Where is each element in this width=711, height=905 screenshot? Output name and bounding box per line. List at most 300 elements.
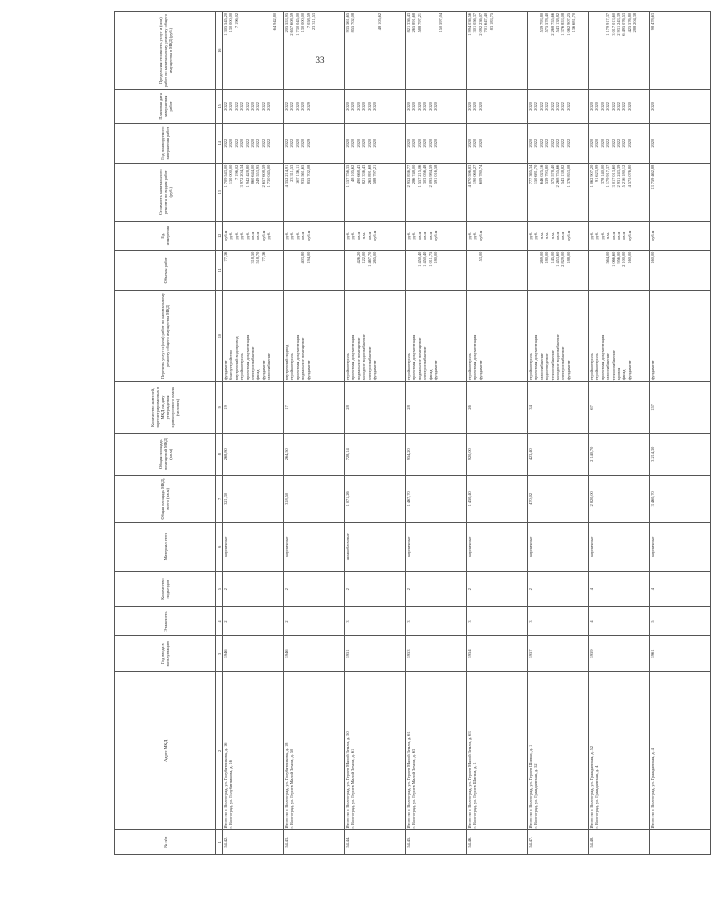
cost-value: 1 942 428,80 xyxy=(244,164,250,188)
area-total-cell-text: 318,50 xyxy=(284,492,289,505)
row-number-text: 54.46. xyxy=(467,836,472,848)
works-cell xyxy=(406,290,467,381)
limit-value: 2 268 755,66 xyxy=(549,13,555,36)
residents-cell xyxy=(528,382,589,433)
work-item: фундамент xyxy=(626,360,632,381)
area-rooms-cell-text: 954,20 xyxy=(406,448,411,461)
area-rooms-cell-text: 2 140,70 xyxy=(589,446,594,462)
work-item: внутренний подвод xyxy=(284,344,289,381)
area-rooms-cell xyxy=(406,433,467,475)
volume-value: 194,00 xyxy=(305,251,311,264)
unit-value: кв.м xyxy=(355,231,361,240)
work-item: проектная документация xyxy=(350,334,356,381)
years-cell xyxy=(284,123,345,163)
limit-total-value: 48 105,62 xyxy=(377,13,383,31)
year-value: 2020 xyxy=(416,138,422,148)
years-cell xyxy=(223,123,284,163)
cost-value: 167 136,11 xyxy=(294,164,300,184)
unit-value: руб. xyxy=(589,232,594,240)
column-number: 16 xyxy=(216,12,223,90)
unit-value: п.м. xyxy=(361,232,367,240)
limit-value: 1 179 917,37 xyxy=(605,13,611,36)
unit-value: руб. xyxy=(233,232,239,240)
work-item: теплоснабжение xyxy=(549,350,555,381)
cost-value: 855 702,08 xyxy=(305,164,311,185)
date-value: 2020 xyxy=(300,102,306,111)
date-value: 2020 xyxy=(406,102,411,111)
entrances-cell-text: 2 xyxy=(284,588,289,591)
column-header: № п/п xyxy=(115,830,216,855)
date-value: 2022 xyxy=(239,102,245,111)
year-value: 2020 xyxy=(366,138,372,148)
work-item: стройконтроль xyxy=(528,353,533,381)
unit-value: руб. xyxy=(266,232,272,240)
unit-value: кв.м xyxy=(255,231,261,240)
year-value: 2020 xyxy=(350,138,356,148)
limit-total-value: 23 311,53 xyxy=(310,13,316,31)
date-value: 2022 xyxy=(554,102,560,111)
years-cell xyxy=(589,123,650,163)
work-item: благоустройство xyxy=(228,349,234,381)
dates-cell xyxy=(589,90,650,123)
dates-cell xyxy=(345,90,406,123)
work-item: холодное водоснабжение xyxy=(361,334,367,381)
entrances-cell xyxy=(528,571,589,607)
cost-value: 3 972 204,34 xyxy=(239,164,245,188)
year-cell-text: 1959 xyxy=(589,649,594,659)
column-header: Год ввода в эксплуатацию xyxy=(115,636,216,672)
volume-value: 956,00 xyxy=(615,251,621,264)
floors-cell xyxy=(223,607,284,636)
row-number-text: 54.43. xyxy=(284,836,289,848)
area-total-cell-text: 1 450,40 xyxy=(467,491,472,507)
address-text xyxy=(655,673,660,828)
date-value: 2022 xyxy=(565,102,571,111)
address-cell xyxy=(650,672,711,830)
cost-value: 539 793,80 xyxy=(544,164,550,185)
address-text: г. Волгоград, ул. Гражданская, д. 52 xyxy=(533,763,539,829)
unit-value: п.м. xyxy=(544,232,550,240)
unit-value: куб.м xyxy=(477,230,483,241)
cost-value: 7 196,02 xyxy=(233,164,239,180)
floors-cell-text: 3 xyxy=(528,620,533,623)
unit-value: руб. xyxy=(411,232,417,240)
date-value: 2022 xyxy=(544,102,550,111)
year-cell xyxy=(528,636,589,672)
date-value: 2020 xyxy=(416,102,422,111)
volume-value: 1 450,40 xyxy=(416,251,422,267)
work-item: подвальное помещение xyxy=(355,337,361,381)
limit-value: 539 793,80 xyxy=(538,13,544,33)
volume-value: 1 467,70 xyxy=(366,251,372,267)
work-item: стройконтроль xyxy=(467,353,472,381)
volume-value: 145,00 xyxy=(549,251,555,264)
unit-value: п.м. xyxy=(549,232,555,240)
limit-value: 7 196,02 xyxy=(233,13,239,29)
volumes-cell xyxy=(284,250,345,290)
area-total-cell xyxy=(345,475,406,522)
cost-value: 286 748,00 xyxy=(411,164,417,185)
cost-value: 150 681,70 xyxy=(533,164,539,185)
limit-value: 588 797,21 xyxy=(416,13,422,33)
row-number-text: 54.45. xyxy=(406,836,411,848)
limits-cell xyxy=(223,12,284,90)
area-rooms-cell-text: 264,50 xyxy=(284,448,289,461)
column-header: Общая площадь помещений МКД (кв.м) xyxy=(115,433,216,475)
units-cell xyxy=(528,221,589,250)
work-item: фундамент xyxy=(650,360,655,381)
date-value: 2020 xyxy=(528,102,533,111)
work-item: электроснабжение xyxy=(366,346,372,381)
year-value: 2020 xyxy=(599,138,605,148)
material-cell xyxy=(406,522,467,571)
years-cell xyxy=(467,123,528,163)
year-value: 2022 xyxy=(255,138,261,148)
capital-repair-table xyxy=(114,11,711,855)
work-item: стройконтроль xyxy=(345,353,350,381)
column-header: Объемы работ xyxy=(115,250,216,290)
residents-cell xyxy=(406,382,467,433)
cost-value: 249 553,95 xyxy=(255,164,261,185)
date-value: 2022 xyxy=(605,102,611,111)
entrances-cell-text: 2 xyxy=(223,588,228,591)
cost-value: 591 016,58 xyxy=(432,164,438,185)
date-value: 2020 xyxy=(467,102,472,111)
work-item: проектная документация xyxy=(411,334,417,381)
works-cell xyxy=(345,290,406,381)
material-cell-text: кирпичные xyxy=(284,536,289,557)
work-item: фасад xyxy=(427,369,433,381)
unit-value: руб. xyxy=(289,232,295,240)
cost-value: 2 095 984,59 xyxy=(427,164,433,188)
column-header: Этажность xyxy=(115,607,216,636)
limits-cell xyxy=(650,12,711,90)
unit-value: п.м. xyxy=(605,232,611,240)
area-rooms-cell xyxy=(223,433,284,475)
cost-value: 1 376 853,08 xyxy=(565,164,571,188)
unit-value: руб. xyxy=(528,232,533,240)
volumes-cell xyxy=(589,250,650,290)
address-text: г. Волгоград, ул. Голубятникова, д. 16 xyxy=(228,760,234,829)
unit-value: кв.м xyxy=(427,231,433,240)
floors-cell xyxy=(650,607,711,636)
column-header: Адрес МКД xyxy=(115,672,216,830)
date-value: 2020 xyxy=(266,102,272,111)
address-total-text: Итого по г. Волгоград, ул. Героев Малой Земли, д. 61 xyxy=(406,731,411,829)
date-value: 2020 xyxy=(350,102,356,111)
limit-total-value: 64 942,80 xyxy=(271,13,277,31)
table-row xyxy=(406,12,467,855)
year-cell-text: 1946 xyxy=(223,649,228,659)
volume-value: 2 100,00 xyxy=(621,251,627,267)
area-total-cell xyxy=(284,475,345,522)
row-number xyxy=(406,830,467,855)
work-item: проектная документация xyxy=(244,334,250,381)
year-cell xyxy=(284,636,345,672)
volumes-cell xyxy=(406,250,467,290)
work-item: водоотведение xyxy=(544,353,550,381)
year-cell xyxy=(589,636,650,672)
volume-value: 1 066,60 xyxy=(610,251,616,267)
unit-value: куб.м xyxy=(565,230,571,241)
year-value: 2022 xyxy=(610,138,616,148)
address-cell xyxy=(284,672,345,830)
entrances-cell-text: 2 xyxy=(406,588,411,591)
table-row xyxy=(345,12,406,855)
limit-value: 1 730 045,00 xyxy=(294,13,300,36)
units-cell xyxy=(284,221,345,250)
material-cell xyxy=(345,522,406,571)
area-rooms-cell-text: 728,14 xyxy=(345,448,350,461)
units-cell xyxy=(650,221,711,250)
address-text: г. Волгоград, ул. Гражданская, д. 4 xyxy=(594,765,600,829)
column-header: Год планируемого завершения работ xyxy=(115,123,216,163)
year-value: 2020 xyxy=(477,138,483,148)
work-item: фундамент xyxy=(371,360,377,381)
year-cell-text: 1946 xyxy=(284,649,289,659)
work-item: стройконтроль xyxy=(594,353,600,381)
cost-value: 490 668,43 xyxy=(355,164,361,185)
volume-value: 265,00 xyxy=(371,251,377,264)
address-cell xyxy=(467,672,528,830)
unit-value: руб. xyxy=(239,232,245,240)
column-header: Перечень услуг и (или) работ по капитальному ремонту общего имущества МКД xyxy=(115,290,216,381)
floors-cell xyxy=(284,607,345,636)
rotated-table-page xyxy=(114,11,655,855)
work-item: стройконтроль xyxy=(589,353,594,381)
column-number: 11 xyxy=(216,250,223,290)
work-item: фундамент xyxy=(432,360,438,381)
cost-value: 588 797,21 xyxy=(371,164,377,185)
limits-cell xyxy=(345,12,406,90)
limit-value: 575 578,40 xyxy=(544,13,550,33)
limits-cell xyxy=(467,12,528,90)
column-header: Количество жителей, зарегистрированных в МКД на дату утверждения краткосрочного плана (человек) xyxy=(115,382,216,433)
dates-cell xyxy=(528,90,589,123)
column-number: 1 xyxy=(216,830,223,855)
costs-cell xyxy=(650,163,711,221)
date-value: 2020 xyxy=(422,102,428,111)
column-number: 5 xyxy=(216,571,223,607)
column-number: 9 xyxy=(216,382,223,433)
volumes-cell xyxy=(223,250,284,290)
cost-value: 575 578,40 xyxy=(549,164,555,185)
work-item: газоснабжение xyxy=(605,353,611,381)
column-number: 6 xyxy=(216,522,223,571)
date-value: 2020 xyxy=(589,102,594,111)
date-value: 2022 xyxy=(538,102,544,111)
volumes-cell xyxy=(528,250,589,290)
date-value: 2020 xyxy=(472,102,478,111)
address-text: г. Волгоград, ул. Героев Шипки, д. 1 xyxy=(472,762,478,829)
costs-cell xyxy=(345,163,406,221)
column-number: 2 xyxy=(216,672,223,830)
limit-value: 7 058,59 xyxy=(305,13,311,29)
column-number: 4 xyxy=(216,607,223,636)
costs-cell xyxy=(528,163,589,221)
limit-value: 543 138,82 xyxy=(554,13,560,33)
unit-value: руб. xyxy=(467,232,472,240)
year-value: 2020 xyxy=(355,138,361,148)
cost-value: 2 268 755,66 xyxy=(554,164,560,188)
works-cell xyxy=(284,290,345,381)
area-total-cell-text: 1 467,70 xyxy=(406,491,411,507)
cost-value: 303 056,48 xyxy=(422,164,428,185)
volume-value: 269,00 xyxy=(538,251,544,264)
row-number xyxy=(345,830,406,855)
volumes-cell xyxy=(650,250,711,290)
entrances-cell xyxy=(650,571,711,607)
address-cell xyxy=(345,672,406,830)
year-cell-text: 1961 xyxy=(650,649,655,659)
volume-value: 1 453,60 xyxy=(554,251,560,267)
floors-cell-text: 3 xyxy=(345,620,350,623)
year-value: 2022 xyxy=(284,138,289,148)
address-total-text: Итого по г. Волгоград, ул. Гражданская, д. 52 xyxy=(589,746,594,829)
cost-value: 4 352 214,91 xyxy=(284,164,289,188)
date-value: 2022 xyxy=(260,102,266,111)
column-number: 14 xyxy=(216,123,223,163)
table-row xyxy=(528,12,589,855)
material-cell xyxy=(650,522,711,571)
year-value: 2020 xyxy=(239,138,245,148)
residents-cell-text: 34 xyxy=(528,405,533,410)
year-value: 2020 xyxy=(411,138,417,148)
date-value: 2020 xyxy=(366,102,372,111)
costs-cell xyxy=(406,163,467,221)
address-total-text: Итого по г. Волгоград, ул. Героев Малой Земли, д. 50 xyxy=(345,731,350,829)
year-value: 2022 xyxy=(565,138,571,148)
date-value: 2020 xyxy=(626,102,632,111)
year-value: 2022 xyxy=(549,138,555,148)
material-cell xyxy=(284,522,345,571)
residents-cell-text: 19 xyxy=(223,405,228,410)
year-value: 2020 xyxy=(589,138,594,148)
unit-value: куб.м xyxy=(371,230,377,241)
dates-cell xyxy=(650,90,711,123)
cost-value: 646 025,16 xyxy=(538,164,544,185)
date-value: 2022 xyxy=(533,102,539,111)
cost-value: 1 062 907,20 xyxy=(589,164,594,188)
row-number xyxy=(284,830,345,855)
row-number-text: 54.42. xyxy=(223,836,228,848)
date-value: 2022 xyxy=(549,102,555,111)
limit-value: 2 657 608,59 xyxy=(289,13,295,36)
years-cell xyxy=(345,123,406,163)
unit-value: кв.м xyxy=(621,231,627,240)
column-number: 13 xyxy=(216,163,223,221)
limit-total-value: 83 183,75 xyxy=(488,13,494,31)
area-rooms-cell xyxy=(528,433,589,475)
limit-value: 6 495 076,53 xyxy=(621,13,627,36)
table-row xyxy=(650,12,711,855)
limit-value: 3 017 013,60 xyxy=(610,13,616,36)
unit-value: куб.м xyxy=(305,230,311,241)
address-total-text: Итого по г. Волгоград, ул. Героев Малой Земли, д. 63 xyxy=(467,731,472,829)
date-value: 2022 xyxy=(289,102,295,111)
residents-cell-text: 157 xyxy=(650,404,655,411)
units-cell xyxy=(345,221,406,250)
entrances-cell xyxy=(345,571,406,607)
area-rooms-cell xyxy=(467,433,528,475)
date-value: 2020 xyxy=(650,102,655,111)
unit-value: руб. xyxy=(284,232,289,240)
units-cell xyxy=(589,221,650,250)
residents-cell xyxy=(345,382,406,433)
works-cell xyxy=(528,290,589,381)
limit-value: 1 305 545,20 xyxy=(223,13,228,36)
year-value: 2020 xyxy=(528,138,533,148)
work-item: проектная документация xyxy=(599,334,605,381)
table-row xyxy=(223,12,284,855)
residents-cell-text: 28 xyxy=(406,405,411,410)
area-total-cell xyxy=(467,475,528,522)
work-item: электроснабжение xyxy=(422,346,428,381)
date-value: 2020 xyxy=(594,102,600,111)
entrances-cell xyxy=(589,571,650,607)
residents-cell xyxy=(284,382,345,433)
work-item: фундамент xyxy=(477,360,483,381)
area-rooms-cell-text: 268,80 xyxy=(223,448,228,461)
table-header-row xyxy=(115,12,216,855)
limit-value: 1 994 036,56 xyxy=(467,13,472,36)
date-value: 2022 xyxy=(284,102,289,111)
years-cell xyxy=(406,123,467,163)
limits-cell xyxy=(284,12,345,90)
unit-value: куб.м xyxy=(432,230,438,241)
residents-cell xyxy=(467,382,528,433)
date-value: 2020 xyxy=(411,102,417,111)
year-value: 2022 xyxy=(554,138,560,148)
date-value: 2022 xyxy=(615,102,621,111)
address-total-text: Итого по г. Волгоград, ул. Голубятникова, д. 16 xyxy=(223,742,228,829)
volumes-cell xyxy=(345,250,406,290)
year-value: 2020 xyxy=(300,138,306,148)
column-number-row xyxy=(216,12,223,855)
unit-value: кв.м xyxy=(610,231,616,240)
unit-value: кв.м xyxy=(422,231,428,240)
entrances-cell-text: 2 xyxy=(467,588,472,591)
cost-value: 860 644,00 xyxy=(249,164,255,185)
residents-cell-text: 17 xyxy=(284,405,289,410)
floors-cell-text: 3 xyxy=(467,620,472,623)
cost-value: 265 891,68 xyxy=(366,164,372,185)
column-header: Предельная стоимость услуг и (или) работ по капитальному ремонту общего имущества в МКД (руб.) xyxy=(115,12,216,90)
address-cell xyxy=(589,672,650,830)
entrances-cell xyxy=(284,571,345,607)
row-number-text: 54.47. xyxy=(528,836,533,848)
volume-value: 426,20 xyxy=(355,251,361,264)
address-total-text: Итого по г. Волгоград, ул. Гражданская, д. 4 xyxy=(650,748,655,829)
area-total-cell xyxy=(528,475,589,522)
date-value: 2022 xyxy=(223,102,228,111)
limit-value: 130 000,00 xyxy=(300,13,306,33)
year-value: 2020 xyxy=(422,138,428,148)
column-number: 15 xyxy=(216,90,223,123)
floors-cell xyxy=(589,607,650,636)
unit-value: п.м. xyxy=(538,232,544,240)
date-value: 2020 xyxy=(355,102,361,111)
date-value: 2029 xyxy=(305,102,311,111)
residents-cell-text: 28 xyxy=(345,405,350,410)
limit-total-value: 150 597,04 xyxy=(438,13,444,33)
unit-value: кв.м xyxy=(249,231,255,240)
unit-value: руб. xyxy=(294,232,300,240)
year-value: 2020 xyxy=(626,138,632,148)
entrances-cell xyxy=(406,571,467,607)
year-value: 2022 xyxy=(621,138,627,148)
area-rooms-cell xyxy=(589,433,650,475)
